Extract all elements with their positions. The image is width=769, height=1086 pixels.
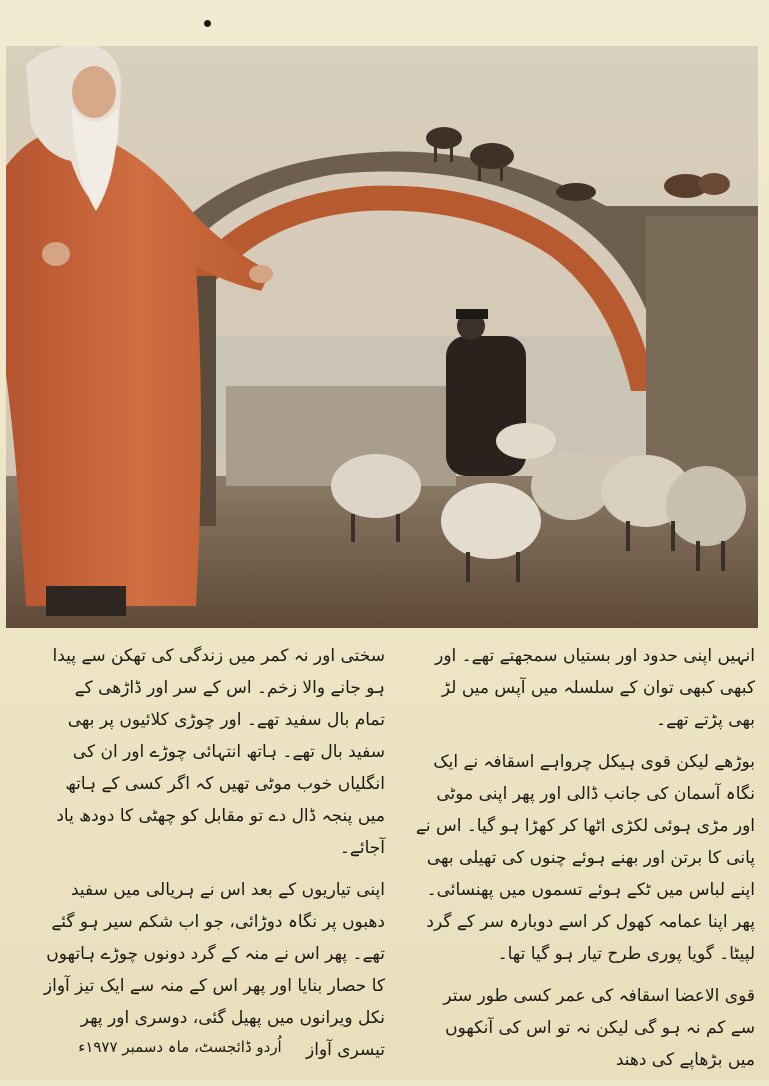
article-column-right xyxy=(415,640,755,1086)
paragraph: انہیں اپنی حدود اور بستیاں سمجھتے تھے۔ اور کبھی کبھی توان کے سلسلہ میں آپس میں لڑ بھی پڑتے تھے۔ xyxy=(435,646,755,730)
paragraph: بوڑھے لیکن قوی ہیکل چرواہے اسقافہ نے ایک نگاہ آسمان کی جانب ڈالی اور پھر اپنی موٹی اور مڑی ہوئی لکڑی اٹھا کر کھڑا ہو گیا۔ اس نے پانی کا برتن اور بھنے ہوئے چنوں کی تھیلی بھی اپنے لباس میں ٹکے ہوئے تسموں میں پھنسائی۔ پھر اپنا عمامہ کھول کر اسے دوبارہ سر کے گرد لپیٹا۔ گویا پوری طرح تیار ہو گیا تھا۔ xyxy=(415,752,755,964)
punch-hole xyxy=(204,20,211,27)
paragraph: اپنی تیاریوں کے بعد اس نے ہریالی میں سفید دھبوں پر نگاہ دوڑائی، جو اب شکم سیر ہو گئے تھے۔ پھر اس نے منہ کے گرد دونوں چوڑے ہاتھوں کا حصار بنایا اور پھر اس کے منہ سے ایک تیز آواز نکل ویرانوں میں پھیل گئی، دوسری اور پھر تیسری آواز xyxy=(43,880,385,1060)
illustration-shepherd-bridge xyxy=(6,46,758,628)
paragraph: سختی اور نہ کمر میں زندگی کی تھکن سے پیدا ہو جانے والا زخم۔ اس کے سر اور ڈاڑھی کے تمام بال سفید تھے۔ اور چوڑی کلائیوں پر بھی سفید بال تھے۔ ہاتھ انتہائی چوڑے اور ان کی انگلیاں خوب موٹی تھیں کہ اگر کسی کے ہاتھ میں پنجہ ڈال دے تو مقابل کو چھٹی کا دودھ یاد آجائے۔ xyxy=(52,646,385,858)
page-footer-source: اُردو ڈائجسٹ، ماہ دسمبر ۱۹۷۷ء xyxy=(78,1038,282,1056)
paragraph: قوی الاعضا اسقافہ کی عمر کسی طور ستر سے کم نہ ہو گی لیکن نہ تو اس کی آنکھوں میں بڑھاپے کی دھند xyxy=(443,986,755,1070)
article-column-left xyxy=(40,640,385,1076)
article-body xyxy=(40,640,755,1070)
